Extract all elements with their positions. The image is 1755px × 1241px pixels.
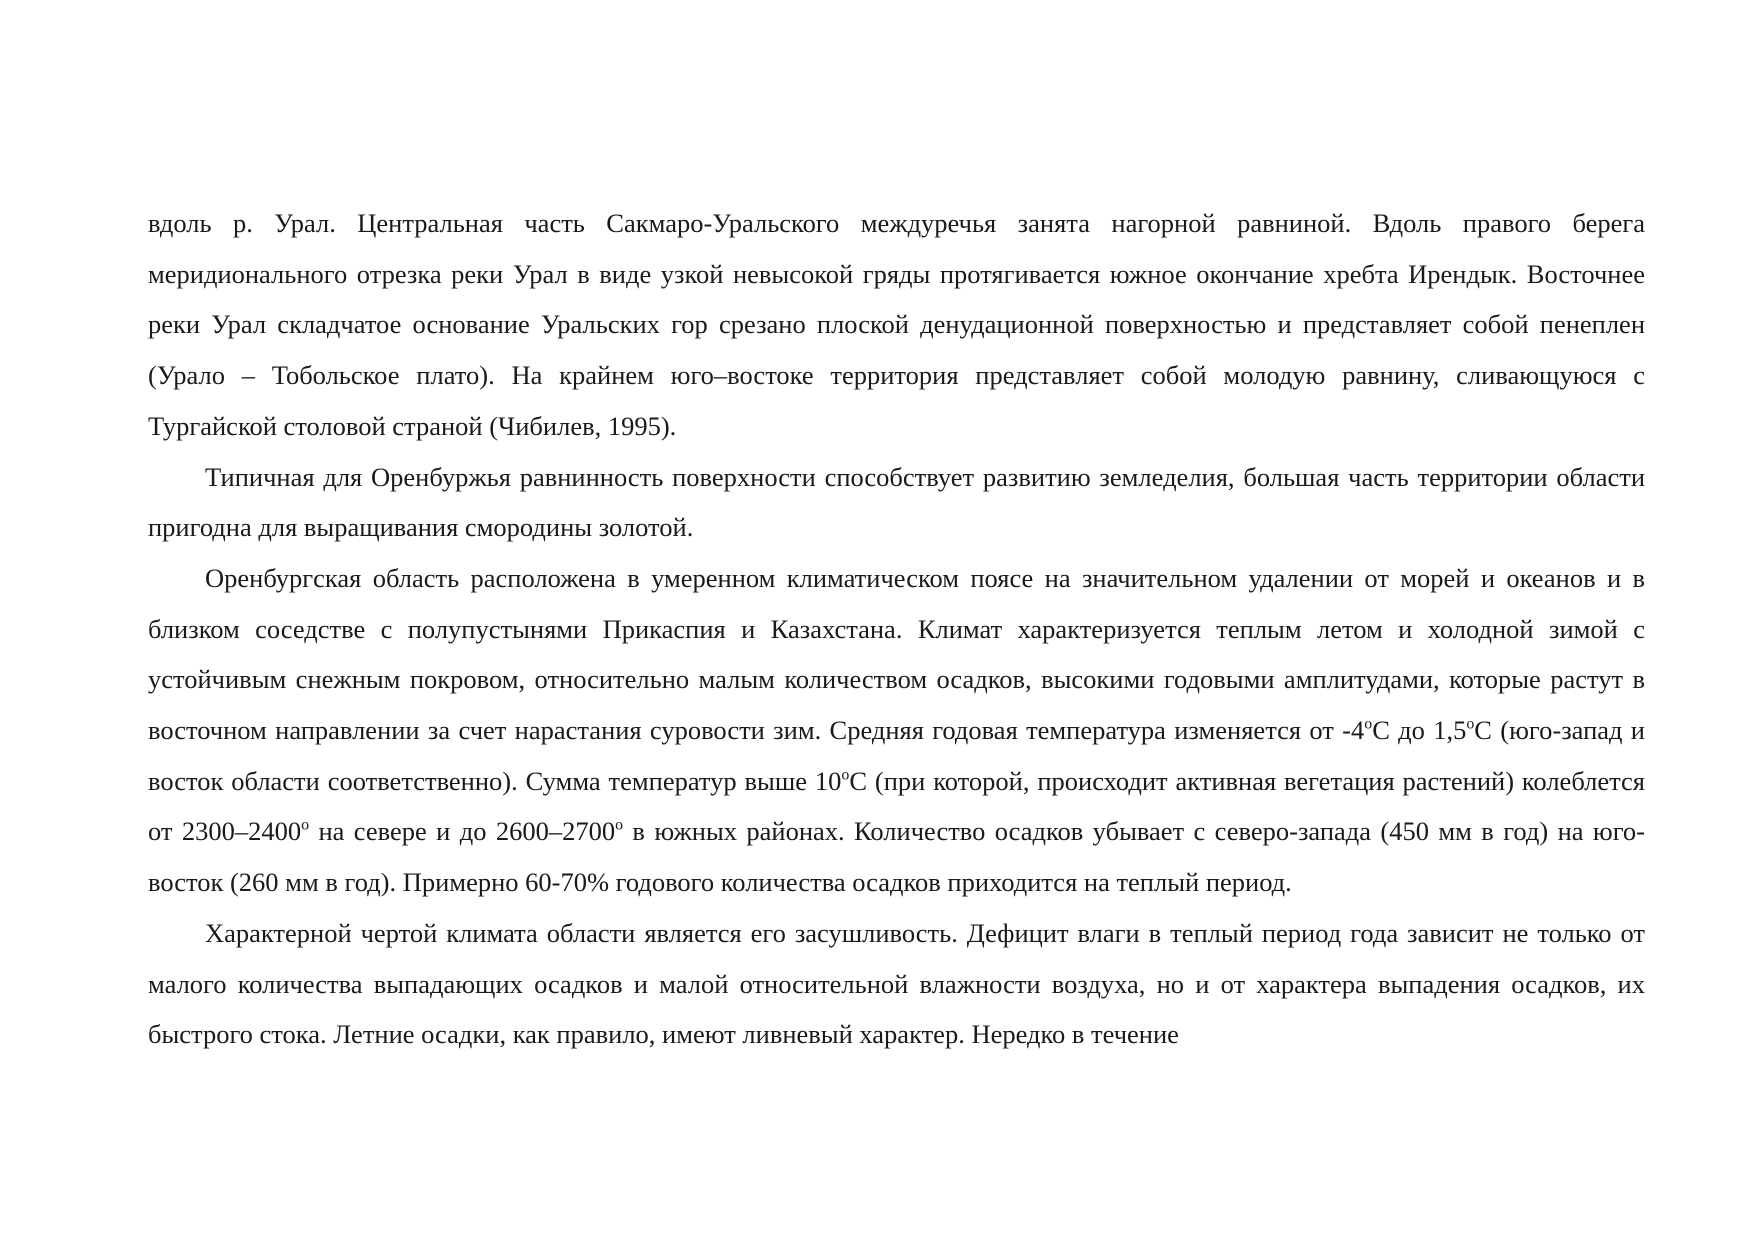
document-page xyxy=(148,198,1645,1060)
paragraph-text: Типичная для Оренбуржья равнинность поверхности способствует развитию земледелия, большая часть территории области пригодна для выращивания смородины золотой. xyxy=(148,461,1645,543)
paragraph-text: С (юго-запад и восток области соответственно). Сумма температур выше 10 xyxy=(148,715,1645,796)
degree-superscript: о xyxy=(1364,715,1373,733)
paragraph-text: на севере и до 2600–2700 xyxy=(309,816,616,847)
paragraph-text: С до 1,5 xyxy=(1372,715,1467,746)
paragraph-text: С (при которой, происходит активная вегетация растений) колеблется от 2300–2400 xyxy=(148,765,1645,847)
paragraph-relief-continued xyxy=(148,198,1645,452)
paragraph-text: вдоль р. Урал. Центральная часть Сакмаро-Уральского междуречья занята нагорной равниной. Вдоль правого берега меридионального отрезка реки Урал в виде узкой невысокой гряды протягивается южное окончание хребта Ирендык. Восточнее реки Урал складчатое основание Уральских гор срезано плоской денудационной поверхностью и представляет собой пенеплен (Урало – Тобольское плато). На крайнем юго–востоке территория представляет собой молодую равнину, сливающуюся с Тургайской столовой страной (Чибилев, 1995). xyxy=(148,208,1645,441)
paragraph-text: в южных районах. Количество осадков убывает с северо-запада (450 мм в год) на юго-восток (260 мм в год). Примерно 60-70% годового количества осадков приходится на теплый период. xyxy=(148,816,1645,898)
degree-superscript: о xyxy=(841,766,850,784)
paragraph-plains-agriculture xyxy=(148,452,1645,553)
degree-superscript: о xyxy=(1466,715,1475,733)
paragraph-text: Характерной чертой климата области является его засушливость. Дефицит влаги в теплый период года зависит не только от малого количества выпадающих осадков и малой относительной влажности воздуха, но и от характера выпадения осадков, их быстрого стока. Летние осадки, как правило, имеют ливневый характер. Нередко в течение xyxy=(148,917,1645,1050)
degree-superscript: о xyxy=(301,817,310,835)
paragraph-aridity xyxy=(148,908,1645,1060)
degree-superscript: о xyxy=(615,817,624,835)
paragraph-text: Оренбургская область расположена в умеренном климатическом поясе на значительном удалении от морей и океанов и в близком соседстве с полупустынями Прикаспия и Казахстана. Климат характеризуется теплым летом и холодной зимой с устойчивым снежным покровом, относительно малым количеством осадков, высокими годовыми амплитудами, которые растут в восточном направлении за счет нарастания суровости зим. Средняя годовая температура изменяется от -4 xyxy=(148,562,1645,746)
paragraph-climate xyxy=(148,553,1645,908)
